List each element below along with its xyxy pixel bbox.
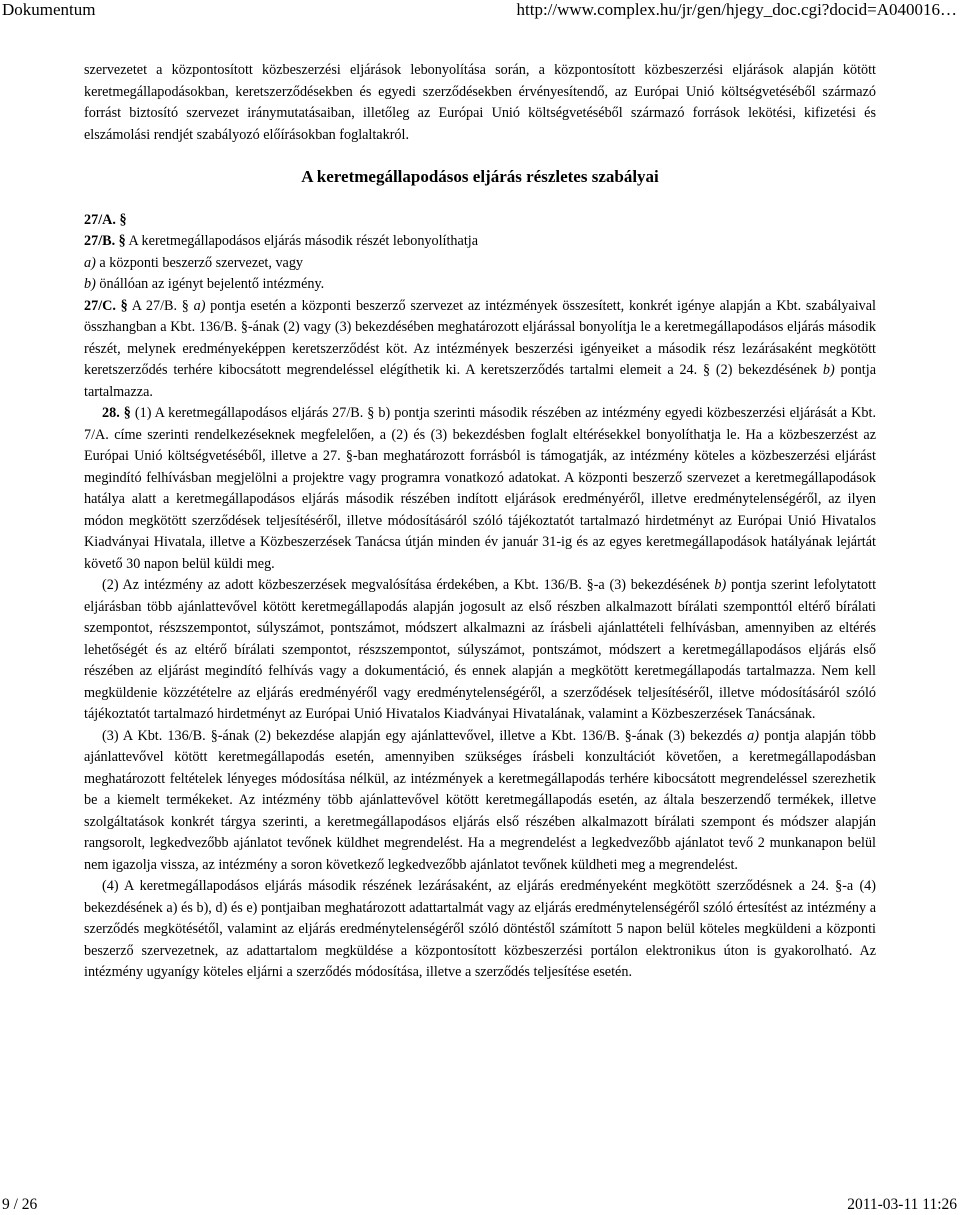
para-3-marker: a): [747, 727, 759, 744]
section-28-para-1-text: (1) A keretmegállapodásos eljárás 27/B. § b) pontja szerinti második részében az intézmény egyedi közbeszerzési eljárását a Kbt. 7/A. címe szerinti rendelkezéseknek megfelelően, a (2) és (3) bekezdésben foglalt eltérésekkel bonyolíthatja le. Ha a közbeszerzést az Európai Unió költségvetéséből, illetve a 27. §-ban meghatározott forrásból is támogatják, az intézmény köteles a közbeszerzési eljárást megindító felhívásban megjelölni a projektre vagy programra vonatkozó adatokat. A központi beszerző szervezet a keretmegállapodások hatálya alatt a keretmegállapodásos eljárás második részében indított eljárások eredményéről, illetve eredménytelenségéről, az ilyen módon megkötött szerződések teljesítéséről, illetve módosításáról szóló tájékoztatót tartalmazó hirdetményt az Európai Unió Hivatalos Kiadványai Hivatala, illetve a Közbeszerzések Tanácsa útján minden év január 31-ig és az egyes keretmegállapodások hatályának lejártát követő 30 napon belül küldi meg.: [84, 405, 877, 572]
document-url[interactable]: http://www.complex.hu/jr/gen/hjegy_doc.cgi?docid=A040016…: [516, 0, 957, 19]
page-footer: [0, 1195, 960, 1215]
document-body: [84, 60, 876, 984]
para-2-text-2: pontja szerint lefolytatott eljárásban több ajánlattevővel kötött keretmegállapodás alapján jogosult az első részben alkalmazott bírálati szemponttól eltérő bírálati szempontot, részszempontot, súlyszámot, pontszámot, módszert alkalmazni az írásbeli ajánlattételi felhívásban, amennyiben az eltérés lehetőségét és az eltérő bírálati szempontot, részszempontot, súlyszámot, pontszámot, módszert a keretmegállapodásos eljárás első részében az eljárást megindító felhívás vagy a dokumentáció, és ennek alapján a megkötött keretmegállapodás tartalmazza. Nem kell megküldenie közzétételre az eljárás eredményéről vagy eredménytelenségéről, a szerződések teljesítéséről, illetve módosításáról szóló tájékoztatót tartalmazó hirdetményt az Európai Unió Hivatalos Kiadványai Hivatalának, valamint a Közbeszerzések Tanácsának.: [84, 577, 877, 722]
section-27c-marker-a: a): [193, 297, 206, 314]
intro-paragraph: szervezetet a központosított közbeszerzési eljárások lebonyolítása során, a központosított közbeszerzési eljárások alapján kötött keretmegállapodásokban, keretszerződésekben és egyedi szerződésekben érvényesítendő, az Európai Unió költségvetéséből származó forrást biztosító szervezet iránymutatásaiban, illetőleg az Európai Unió költségvetéséből származó források lekötési, kifizetési és elszámolási rendjét szabályozó előírásokban foglaltakról.: [84, 62, 876, 143]
section-27c-text-1: A 27/B. §: [127, 297, 194, 314]
section-27c: [84, 296, 876, 404]
document-title: Dokumentum: [2, 0, 96, 19]
para-3-text-2: pontja alapján több ajánlattevővel kötött keretmegállapodás esetén, amennyiben szükséges írásbeli konzultációt követően, a keretmegállapodásban meghatározott feltételek lényeges módosítása nélkül, az intézmények a keretmegállapodás terhére kibocsátott megrendeléssel szerezhetik be a kiemelt termékeket. Az intézmény több ajánlattevővel kötött keretmegállapodás esetén, az általa beszerzendő termékek, illetve szolgáltatások konkrét tárgya szerinti, a keretmegállapodásos eljárás első részében alkalmazott bírálati szempont és módszer alapján rangsorolt, legkedvezőbb ajánlatot tevőnek küldhet megrendelést. Ha a megrendelést a legkedvezőbb ajánlatot tevő 2 munkanapon belül nem igazolja vissza, az intézmény a soron következő legkedvezőbb ajánlatot tevőnek küldheti meg a megrendelést.: [84, 727, 876, 873]
section-28-para-2: [84, 575, 876, 726]
section-28-para-4: (4) A keretmegállapodásos eljárás második részének lezárásaként, az eljárás eredményeként megkötött szerződésnek a 24. §-a (4) bekezdésének a) és b), d) és e) pontjaiban meghatározott adattartalmát vagy az eljárás eredménytelenségéről szóló értesítést az intézmény a szerződés megkötésétől, valamint az eljárás eredménytelenségéről szóló döntéstől számított 5 napon belül köteles megküldeni a központi beszerző szervezetnek, az adattartalom megküldése a központosított közbeszerzési portálon elektronikus úton is gyakorolható. Az intézmény ugyanígy köteles eljárni a szerződés módosítása, illetve a szerződés teljesítése esetén.: [84, 878, 876, 980]
section-27a-number: 27/A. §: [84, 211, 127, 228]
section-27b-item-a: [84, 253, 876, 275]
section-27b-text: A keretmegállapodásos eljárás második részét lebonyolíthatja: [125, 233, 478, 249]
item-a-text: a központi beszerző szervezet, vagy: [95, 254, 304, 271]
para-2-marker: b): [714, 577, 727, 593]
section-27c-marker-b: b): [822, 362, 835, 378]
section-28-number: 28. §: [102, 405, 131, 421]
section-27c-text-2: pontja esetén a központi beszerző szervezet az intézmények összesített, konkrét igénye alapján a Kbt. szabályaival összhangban a Kbt. 136/B. §-ának (2) vagy (3) bekezdésében meghatározott eljárással bonyolítja le a keretmegállapodásos eljárás második részét, melynek eredményeképpen keretszerződést köt. Az intézmények beszerzési igényeiket a második rész lezárásaként megkötött keretszerződés terhére kibocsátott megrendeléssel elégíthetik ki. A keretszerződés tartalmi elemeit a 24. § (2) bekezdésének: [84, 297, 876, 378]
item-a-marker: a): [84, 254, 96, 271]
section-28-para-1: [84, 403, 876, 575]
page-number: 9 / 26: [2, 1196, 38, 1213]
section-28-para-3: [84, 726, 876, 877]
para-2-text-1: (2) Az intézmény az adott közbeszerzések megvalósítása érdekében, a Kbt. 136/B. §-a (3) bekezdésének: [102, 577, 715, 593]
item-b-text: önállóan az igényt bejelentő intézmény.: [95, 276, 325, 292]
page-header: [0, 0, 960, 20]
para-3-text-1: (3) A Kbt. 136/B. §-ának (2) bekezdése alapján egy ajánlattevővel, illetve a Kbt. 136/B. §-ának (3) bekezdés: [102, 727, 748, 744]
section-27b-item-b: [84, 274, 876, 296]
section-27a: [84, 210, 876, 232]
section-27b-number: 27/B. §: [84, 233, 126, 249]
section-27c-number: 27/C. §: [84, 297, 128, 314]
section-27b: [84, 231, 876, 253]
print-timestamp: 2011-03-11 11:26: [847, 1196, 957, 1213]
section-heading: A keretmegállapodásos eljárás részletes szabályai: [301, 167, 659, 186]
item-b-marker: b): [84, 276, 96, 292]
section-27c-text-3: pontja tartalmazza.: [84, 362, 876, 400]
